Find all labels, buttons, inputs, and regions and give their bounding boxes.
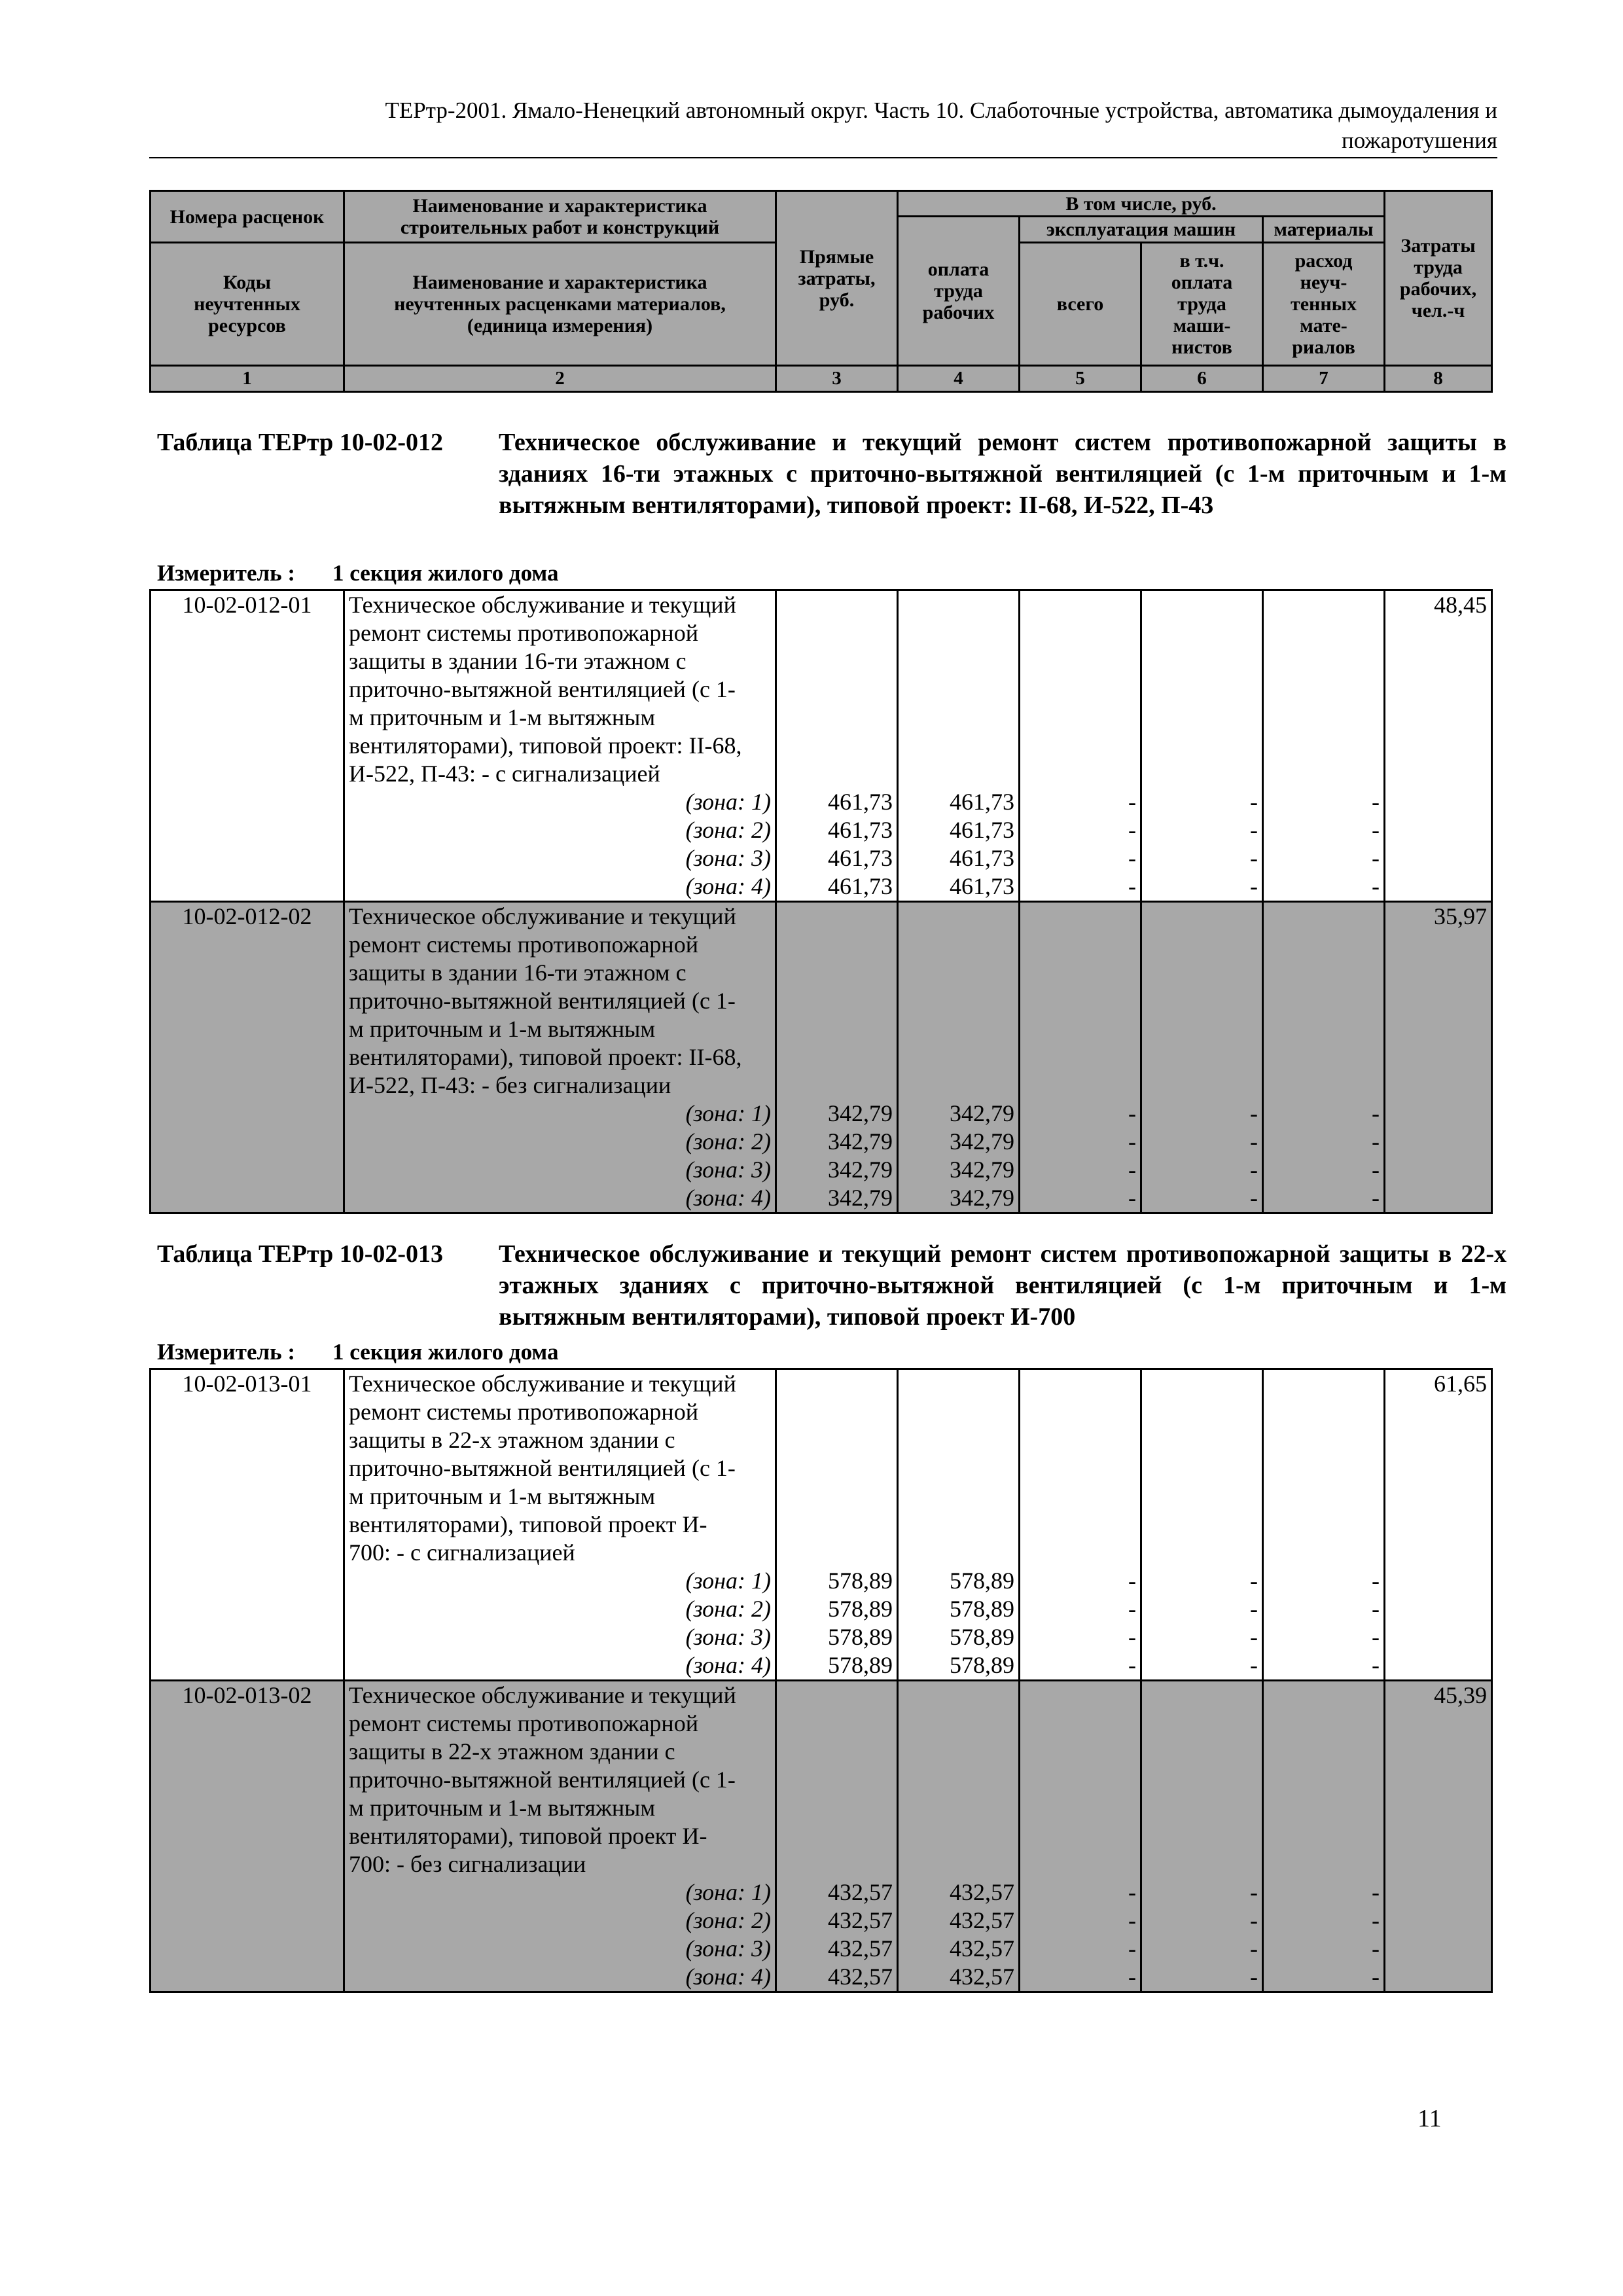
worker-wage-cell [898, 590, 1020, 902]
rate-name-line: вентиляторами), типовой проект И- [349, 1823, 707, 1849]
header-machines-group: эксплуатация машин [1020, 217, 1263, 243]
worker-wage-cell [898, 1369, 1020, 1681]
material-consumption: - [1372, 1157, 1380, 1183]
measure-unit: 1 секция жилого дома [332, 1339, 559, 1365]
direct-cost: 461,73 [828, 845, 893, 871]
zone-label: (зона: 1) [685, 1568, 771, 1594]
rate-name-line: м приточным и 1-м вытяжным [349, 1016, 656, 1042]
material-consumption: - [1372, 1128, 1380, 1155]
machines-total: - [1128, 1100, 1136, 1126]
header-labor-costs: Затраты труда рабочих, чел.-ч [1385, 191, 1492, 366]
zone-label: (зона: 4) [685, 1964, 771, 1990]
machinist-wage: - [1250, 1568, 1258, 1594]
material-consumption: - [1372, 817, 1380, 843]
machinist-wage: - [1250, 845, 1258, 871]
rate-name-line: м приточным и 1-м вытяжным [349, 1795, 656, 1821]
direct-cost: 342,79 [828, 1185, 893, 1211]
machinist-wage: - [1250, 1185, 1258, 1211]
rate-name-line: защиты в здании 16-ти этажном с [349, 960, 687, 986]
rate-name-line: приточно-вытяжной вентиляцией (с 1- [349, 988, 736, 1014]
direct-cost: 432,57 [828, 1935, 893, 1962]
header-worker-wage: оплата труда рабочих [898, 217, 1020, 366]
rate-name-line: 700: - с сигнализацией [349, 1539, 575, 1566]
machines-total-cell [1020, 902, 1141, 1213]
worker-wage: 432,57 [950, 1879, 1014, 1905]
machinist-wage: - [1250, 1596, 1258, 1622]
rate-name-line: защиты в здании 16-ти этажном с [349, 648, 687, 674]
worker-wage: 432,57 [950, 1964, 1014, 1990]
column-number: 7 [1263, 366, 1385, 392]
direct-cost-cell [776, 1369, 898, 1681]
column-number: 4 [898, 366, 1020, 392]
column-number: 1 [151, 366, 344, 392]
machines-total: - [1128, 1185, 1136, 1211]
rate-name-line: Техническое обслуживание и текущий [349, 592, 736, 618]
machines-total: - [1128, 1935, 1136, 1962]
header-machinist-wage: в т.ч. оплата труда маши- нистов [1141, 243, 1263, 366]
rate-name-line: м приточным и 1-м вытяжным [349, 704, 656, 730]
direct-cost-cell [776, 1681, 898, 1992]
machines-total-cell [1020, 590, 1141, 902]
zone-label: (зона: 1) [685, 1100, 771, 1126]
worker-wage: 578,89 [950, 1568, 1014, 1594]
direct-cost: 342,79 [828, 1100, 893, 1126]
worker-wage: 432,57 [950, 1907, 1014, 1933]
labor-cost: 35,97 [1434, 903, 1487, 929]
machines-total: - [1128, 1879, 1136, 1905]
rate-name-line: м приточным и 1-м вытяжным [349, 1483, 656, 1509]
rate-name-line: приточно-вытяжной вентиляцией (с 1- [349, 676, 736, 702]
material-consumption: - [1372, 873, 1380, 899]
table-row [151, 1681, 1492, 1992]
direct-cost: 578,89 [828, 1568, 893, 1594]
header-resource-codes: Коды неучтенных ресурсов [151, 243, 344, 366]
worker-wage: 342,79 [950, 1185, 1014, 1211]
column-header-table [149, 190, 1493, 393]
header-work-name: Наименование и характеристика строительных работ и конструкций [344, 191, 776, 243]
table-code: Таблица ТЕРтр 10-02-012 [157, 429, 444, 456]
machines-total: - [1128, 1964, 1136, 1990]
machinist-wage: - [1250, 817, 1258, 843]
machinist-wage: - [1250, 873, 1258, 899]
rate-code-cell [151, 1369, 344, 1681]
direct-cost: 461,73 [828, 789, 893, 815]
column-number: 6 [1141, 366, 1263, 392]
header-line-2: пожаротушения [1342, 128, 1497, 153]
rate-name-line: приточно-вытяжной вентиляцией (с 1- [349, 1767, 736, 1793]
worker-wage-cell [898, 902, 1020, 1213]
material-consumption: - [1372, 845, 1380, 871]
rate-name-line: Техническое обслуживание и текущий [349, 903, 736, 929]
header-machines-total: всего [1020, 243, 1141, 366]
measure-label: Измеритель : [157, 560, 296, 586]
machinist-wage: - [1250, 1907, 1258, 1933]
worker-wage: 578,89 [950, 1596, 1014, 1622]
column-number: 5 [1020, 366, 1141, 392]
rate-name-cell [344, 1681, 776, 1992]
page-number: 11 [1418, 2105, 1442, 2132]
machinist-wage: - [1250, 1964, 1258, 1990]
direct-cost: 432,57 [828, 1964, 893, 1990]
header-rate-numbers: Номера расценок [151, 191, 344, 243]
worker-wage: 342,79 [950, 1128, 1014, 1155]
zone-label: (зона: 3) [685, 845, 771, 871]
machines-total: - [1128, 1128, 1136, 1155]
rate-code: 10-02-013-01 [182, 1371, 312, 1397]
rate-name-line: вентиляторами), типовой проект: II-68, [349, 1044, 742, 1070]
labor-cost-cell [1385, 1681, 1492, 1992]
rate-name-line: защиты в 22-х этажном здании с [349, 1738, 675, 1765]
labor-cost-cell [1385, 590, 1492, 902]
machines-total: - [1128, 789, 1136, 815]
machinist-wage: - [1250, 789, 1258, 815]
rate-code-cell [151, 590, 344, 902]
machinist-wage-cell [1141, 590, 1263, 902]
labor-cost: 45,39 [1434, 1682, 1487, 1708]
material-consumption: - [1372, 1935, 1380, 1962]
page-header [149, 96, 1497, 158]
rate-name-cell [344, 1369, 776, 1681]
rate-name-line: приточно-вытяжной вентиляцией (с 1- [349, 1455, 736, 1481]
zone-label: (зона: 1) [685, 1879, 771, 1905]
labor-cost-cell [1385, 902, 1492, 1213]
measure-unit: 1 секция жилого дома [332, 560, 559, 586]
machines-total: - [1128, 1624, 1136, 1650]
machines-total: - [1128, 1157, 1136, 1183]
material-consumption: - [1372, 1568, 1380, 1594]
machinist-wage: - [1250, 1652, 1258, 1678]
machinist-wage: - [1250, 1157, 1258, 1183]
zone-label: (зона: 2) [685, 1128, 771, 1155]
material-consumption: - [1372, 1964, 1380, 1990]
machines-total: - [1128, 845, 1136, 871]
material-consumption: - [1372, 1596, 1380, 1622]
worker-wage: 432,57 [950, 1935, 1014, 1962]
direct-cost: 342,79 [828, 1157, 893, 1183]
rate-name-line: И-522, П-43: - с сигнализацией [349, 761, 660, 787]
machinist-wage-cell [1141, 902, 1263, 1213]
direct-cost: 578,89 [828, 1624, 893, 1650]
rate-name-line: вентиляторами), типовой проект И- [349, 1511, 707, 1537]
rate-name-line: вентиляторами), типовой проект: II-68, [349, 732, 742, 759]
machines-total: - [1128, 873, 1136, 899]
direct-cost: 578,89 [828, 1652, 893, 1678]
measure-line [157, 1339, 559, 1365]
material-consumption: - [1372, 1100, 1380, 1126]
zone-label: (зона: 3) [685, 1157, 771, 1183]
rates-table [149, 589, 1493, 1214]
direct-cost: 461,73 [828, 817, 893, 843]
worker-wage: 461,73 [950, 789, 1014, 815]
material-consumption: - [1372, 1879, 1380, 1905]
zone-label: (зона: 2) [685, 1596, 771, 1622]
table-row [151, 1369, 1492, 1681]
direct-cost-cell [776, 590, 898, 902]
machines-total: - [1128, 1907, 1136, 1933]
material-consumption: - [1372, 789, 1380, 815]
machines-total: - [1128, 1652, 1136, 1678]
header-material-name: Наименование и характеристика неучтенных расценками материалов, (единица измерения) [344, 243, 776, 366]
material-consumption: - [1372, 1907, 1380, 1933]
worker-wage: 342,79 [950, 1100, 1014, 1126]
machines-total-cell [1020, 1369, 1141, 1681]
worker-wage: 578,89 [950, 1624, 1014, 1650]
rate-name-line: ремонт системы противопожарной [349, 1710, 698, 1736]
measure-line [157, 560, 559, 586]
zone-label: (зона: 1) [685, 789, 771, 815]
zone-label: (зона: 3) [685, 1935, 771, 1962]
material-consumption-cell [1263, 1681, 1385, 1992]
zone-label: (зона: 4) [685, 1652, 771, 1678]
header-direct-costs: Прямые затраты, руб. [776, 191, 898, 366]
zone-label: (зона: 2) [685, 1907, 771, 1933]
machines-total: - [1128, 817, 1136, 843]
column-number: 2 [344, 366, 776, 392]
direct-cost: 342,79 [828, 1128, 893, 1155]
labor-cost-cell [1385, 1369, 1492, 1681]
rate-name-line: Техническое обслуживание и текущий [349, 1682, 736, 1708]
machinist-wage-cell [1141, 1369, 1263, 1681]
material-consumption: - [1372, 1624, 1380, 1650]
worker-wage: 578,89 [950, 1652, 1014, 1678]
header-line-1: ТЕРтр-2001. Ямало-Ненецкий автономный округ. Часть 10. Слаботочные устройства, автоматика дымоудаления и [385, 98, 1497, 123]
direct-cost-cell [776, 902, 898, 1213]
zone-label: (зона: 4) [685, 1185, 771, 1211]
worker-wage: 461,73 [950, 817, 1014, 843]
rate-name-cell [344, 902, 776, 1213]
header-material-consumption: расход неуч- тенных мате- риалов [1263, 243, 1385, 366]
material-consumption-cell [1263, 590, 1385, 902]
measure-label: Измеритель : [157, 1339, 296, 1365]
machinist-wage: - [1250, 1935, 1258, 1962]
direct-cost: 432,57 [828, 1879, 893, 1905]
machines-total: - [1128, 1568, 1136, 1594]
material-consumption-cell [1263, 902, 1385, 1213]
direct-cost: 432,57 [828, 1907, 893, 1933]
column-number: 8 [1385, 366, 1492, 392]
machinist-wage: - [1250, 1624, 1258, 1650]
rate-name-line: 700: - без сигнализации [349, 1851, 586, 1877]
rate-name-line: Техническое обслуживание и текущий [349, 1371, 736, 1397]
rate-name-line: ремонт системы противопожарной [349, 1399, 698, 1425]
machines-total-cell [1020, 1681, 1141, 1992]
labor-cost: 48,45 [1434, 592, 1487, 618]
table-code: Таблица ТЕРтр 10-02-013 [157, 1240, 444, 1268]
material-consumption: - [1372, 1652, 1380, 1678]
rate-name-line: И-522, П-43: - без сигнализации [349, 1072, 671, 1098]
rates-table [149, 1368, 1493, 1993]
column-number: 3 [776, 366, 898, 392]
direct-cost: 578,89 [828, 1596, 893, 1622]
zone-label: (зона: 3) [685, 1624, 771, 1650]
table-title: Техническое обслуживание и текущий ремонт систем противопожарной защиты в зданиях 16-ти этажных с приточно-вытяжной вентиляцией (с 1-м приточным и 1-м вытяжным вентиляторами), типовой проект: II-68, И-522, П-43 [499, 429, 1507, 519]
rate-code: 10-02-012-01 [182, 592, 312, 618]
machines-total: - [1128, 1596, 1136, 1622]
header-including-group: В том числе, руб. [898, 191, 1385, 217]
rate-name-line: ремонт системы противопожарной [349, 620, 698, 646]
rate-name-cell [344, 590, 776, 902]
material-consumption: - [1372, 1185, 1380, 1211]
table-row [151, 590, 1492, 902]
rate-name-line: защиты в 22-х этажном здании с [349, 1427, 675, 1453]
table-title: Техническое обслуживание и текущий ремонт систем противопожарной защиты в 22-х этажных зданиях с приточно-вытяжной вентиляцией (с 1-м приточным и 1-м вытяжным вентиляторами), типовой проект И-700 [499, 1240, 1507, 1331]
rate-code: 10-02-012-02 [182, 903, 312, 929]
machinist-wage: - [1250, 1879, 1258, 1905]
table-row [151, 902, 1492, 1213]
worker-wage: 461,73 [950, 845, 1014, 871]
rate-code-cell [151, 902, 344, 1213]
machinist-wage: - [1250, 1128, 1258, 1155]
zone-label: (зона: 2) [685, 817, 771, 843]
direct-cost: 461,73 [828, 873, 893, 899]
header-materials-group: материалы [1263, 217, 1385, 243]
rate-code-cell [151, 1681, 344, 1992]
worker-wage: 342,79 [950, 1157, 1014, 1183]
zone-label: (зона: 4) [685, 873, 771, 899]
machinist-wage: - [1250, 1100, 1258, 1126]
rate-name-line: ремонт системы противопожарной [349, 931, 698, 958]
worker-wage: 461,73 [950, 873, 1014, 899]
machinist-wage-cell [1141, 1681, 1263, 1992]
worker-wage-cell [898, 1681, 1020, 1992]
rate-code: 10-02-013-02 [182, 1682, 312, 1708]
labor-cost: 61,65 [1434, 1371, 1487, 1397]
material-consumption-cell [1263, 1369, 1385, 1681]
